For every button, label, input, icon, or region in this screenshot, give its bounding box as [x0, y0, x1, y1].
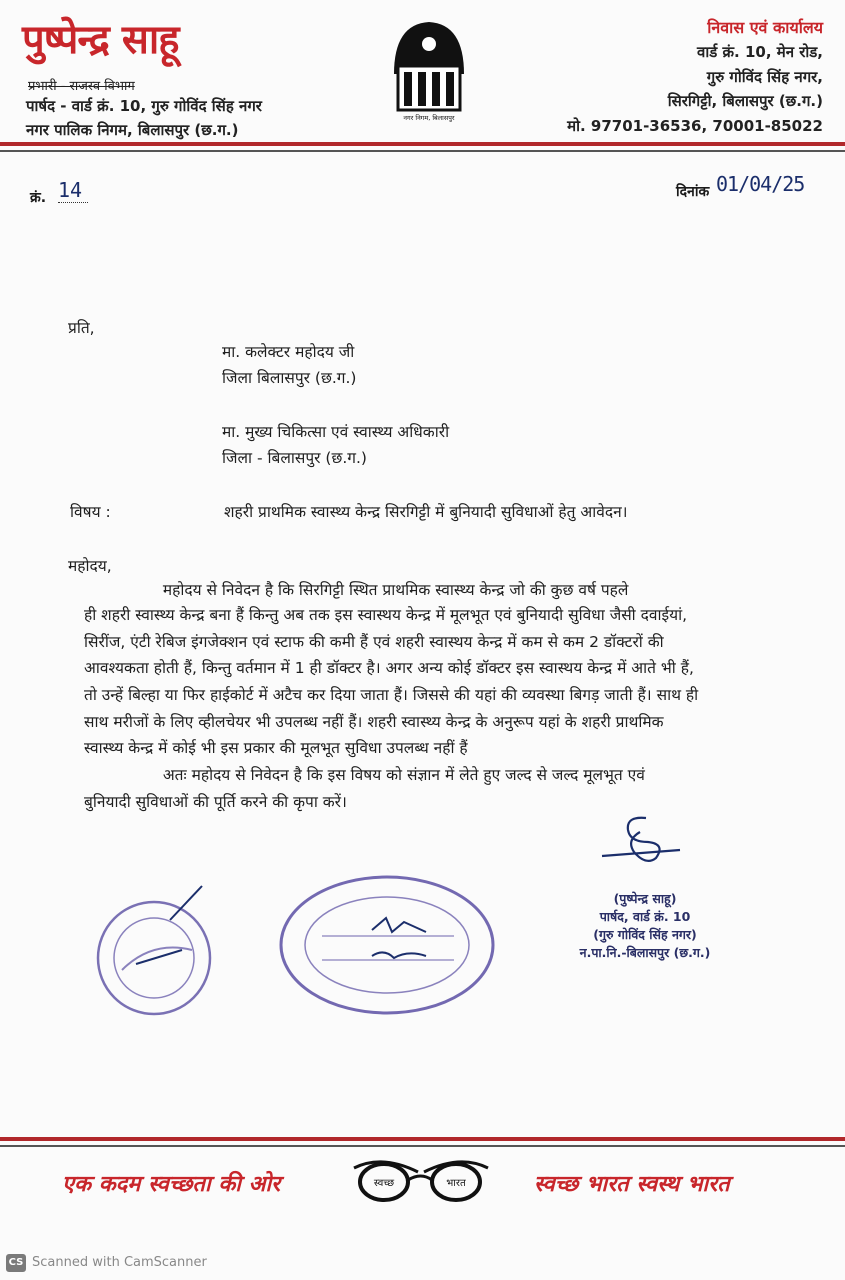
body-line: साथ मरीजों के लिए व्हीलचेयर भी उपलब्ध नहीं हैं। शहरी स्वास्थ्य केन्द्र के अनुरूप यहां के शहरी प्राथमिक — [84, 713, 664, 731]
health-department-stamp-icon — [92, 880, 222, 1030]
footer-slogan-left: एक कदम स्वच्छता की ओर — [62, 1172, 281, 1197]
ref-label: क्रं. — [30, 190, 47, 206]
emblem-caption: नगर निगम, बिलासपुर — [403, 114, 455, 122]
signatory-name: (पुष्पेन्द्र साहू) — [613, 891, 677, 906]
footer-divider-thin — [0, 1145, 845, 1147]
office-title: निवास एवं कार्यालय — [707, 18, 823, 37]
office-address-line3: सिरगिट्टी, बिलासपुर (छ.ग.) — [667, 92, 823, 110]
date-label: दिनांक — [676, 184, 710, 200]
salutation: महोदय, — [68, 557, 112, 575]
header-divider — [0, 142, 845, 146]
office-address-line2: गुरु गोविंद सिंह नगर, — [706, 68, 823, 86]
body-line: बुनियादी सुविधाओं की पूर्ति करने की कृपा करें। — [84, 793, 347, 811]
footer-divider — [0, 1137, 845, 1141]
sender-ward: पार्षद - वार्ड क्रं. 10, गुरु गोविंद सिंह नगर — [26, 97, 262, 115]
signatory-designation: पार्षद, वार्ड क्रं. 10 — [599, 909, 691, 924]
glasses-text-right: भारत — [446, 1178, 466, 1189]
header-divider-thin — [0, 150, 845, 152]
swachh-bharat-glasses-icon — [352, 1150, 490, 1208]
addressee2-line1: मा. मुख्य चिकित्सा एवं स्वास्थ्य अधिकारी — [222, 423, 450, 441]
body-line: सिरींज, एंटी रेबिज इंगजेक्शन एवं स्टाफ की कमी हैं एवं शहरी स्वास्थय केन्द्र में कम से कम 2 डॉक्टरों की — [84, 633, 664, 651]
municipal-emblem-icon — [388, 14, 470, 124]
body-line: आवश्यकता होती हैं, किन्तु वर्तमान में 1 ही डॉक्टर है। अगर अन्य कोई डॉक्टर इस स्वास्थय केन्द्र में आते भी हैं, — [84, 659, 694, 677]
footer-slogan-right: स्वच्छ भारत स्वस्थ भारत — [534, 1172, 730, 1197]
body-line: स्वास्थ्य केन्द्र में कोई भी इस प्रकार की मूलभूत सुविधा उपलब्ध नहीं हैं — [84, 739, 468, 757]
body-line: अतः महोदय से निवेदन है कि इस विषय को संज्ञान में लेते हुए जल्द से जल्द मूलभूत एवं — [84, 766, 645, 784]
signatory-ward: (गुरु गोविंद सिंह नगर) — [593, 927, 697, 942]
camscanner-logo-icon: CS — [6, 1254, 26, 1272]
office-address-line1: वार्ड क्रं. 10, मेन रोड, — [697, 43, 823, 61]
date-value: 01/04/25 — [716, 172, 805, 196]
subject-text: शहरी प्राथमिक स्वास्थ्य केन्द्र सिरगिट्टी में बुनियादी सुविधाओं हेतु आवेदन। — [224, 503, 628, 521]
body-line: ही शहरी स्वास्थ्य केन्द्र बना हैं किन्तु अब तक इस स्वास्थय केन्द्र में मूलभूत एवं बुनियादी सुविधा जैसी दवाईयां, — [84, 606, 688, 624]
office-phone: मो. 97701-36536, 70001-85022 — [567, 117, 823, 135]
signatory-corporation: न.पा.नि.-बिलासपुर (छ.ग.) — [579, 945, 711, 960]
subject-label: विषय : — [70, 503, 111, 521]
body-line: तो उन्हें बिल्हा या फिर हाईकोर्ट में अटैच कर दिया जाता हैं। जिससे की यहां की व्यवस्था बिगड़ जाती हैं। साथ ही — [84, 686, 699, 704]
to-label: प्रति, — [68, 319, 95, 337]
body-line: महोदय से निवेदन है कि सिरगिट्टी स्थित प्राथमिक स्वास्थ्य केन्द्र जो की कुछ वर्ष पहले — [84, 581, 629, 599]
addressee2-line2: जिला - बिलासपुर (छ.ग.) — [222, 449, 367, 467]
addressee1-line1: मा. कलेक्टर महोदय जी — [222, 343, 355, 361]
struck-designation: प्रभारी - राजस्व विभाग — [28, 79, 135, 94]
handwritten-signature-icon — [596, 812, 686, 872]
ref-number: 14 — [58, 178, 88, 203]
sender-corporation: नगर पालिक निगम, बिलासपुर (छ.ग.) — [26, 121, 239, 139]
sender-name: पुष्पेन्द्र साहू — [22, 17, 179, 63]
addressee1-line2: जिला बिलासपुर (छ.ग.) — [222, 369, 357, 387]
glasses-text-left: स्वच्छ — [373, 1178, 395, 1189]
scanner-watermark: Scanned with CamScanner — [32, 1255, 207, 1270]
inward-receipt-stamp-icon — [276, 870, 498, 1020]
